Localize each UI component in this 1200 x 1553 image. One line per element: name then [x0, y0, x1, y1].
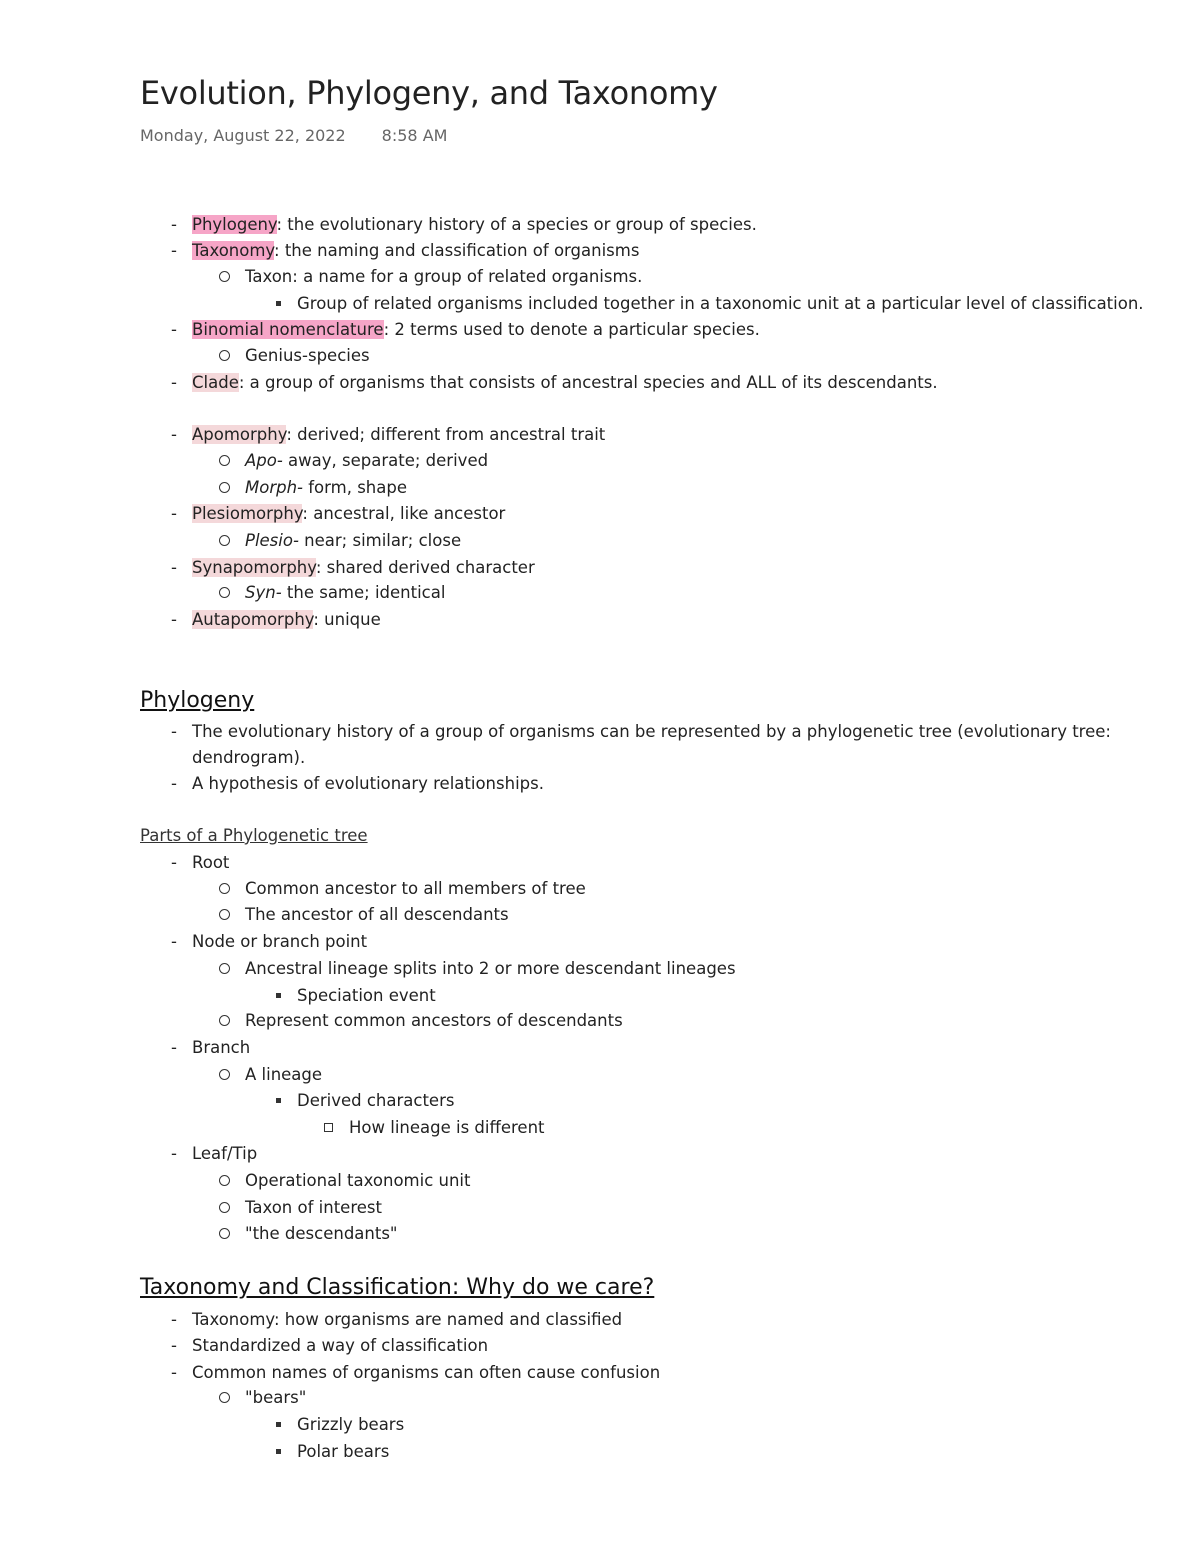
dash-bullet: -	[171, 1336, 177, 1355]
circle-bullet-icon	[216, 956, 232, 982]
subheading-parts: Parts of a Phylogenetic tree	[140, 826, 368, 845]
circle-bullet-icon	[216, 1385, 232, 1411]
time-text: 8:58 AM	[381, 126, 448, 145]
circle-bullet-icon	[216, 264, 232, 290]
date-text: Monday, August 22, 2022	[140, 126, 346, 145]
dash-bullet: -	[171, 504, 177, 523]
dash-bullet: -	[171, 722, 177, 741]
dash-bullet: -	[171, 1038, 177, 1057]
dash-bullet: -	[171, 320, 177, 339]
dash-bullet: -	[171, 932, 177, 951]
circle-bullet-icon	[216, 528, 232, 554]
section-heading-phylogeny: Phylogeny	[140, 688, 255, 713]
dash-bullet: -	[171, 1310, 177, 1329]
square-bullet-icon	[270, 1088, 286, 1114]
dash-bullet: -	[171, 425, 177, 444]
highlighted-term: Synapomorphy	[192, 558, 316, 577]
page-title: Evolution, Phylogeny, and Taxonomy	[140, 74, 718, 112]
square-bullet-icon	[270, 291, 286, 317]
highlighted-term: Clade	[192, 373, 239, 392]
dash-bullet: -	[171, 610, 177, 629]
circle-bullet-icon	[216, 902, 232, 928]
dash-bullet: -	[171, 1144, 177, 1163]
square-bullet-icon	[270, 1439, 286, 1465]
circle-bullet-icon	[216, 580, 232, 606]
dash-bullet: -	[171, 215, 177, 234]
dash-bullet: -	[171, 853, 177, 872]
highlighted-term: Autapomorphy	[192, 610, 314, 629]
circle-bullet-icon	[216, 1062, 232, 1088]
circle-bullet-icon	[216, 1008, 232, 1034]
highlighted-term: Apomorphy	[192, 425, 287, 444]
circle-bullet-icon	[216, 475, 232, 501]
section-heading-taxonomy: Taxonomy and Classification: Why do we care?	[140, 1275, 655, 1300]
square-bullet-icon	[270, 1412, 286, 1438]
highlighted-term: Phylogeny	[192, 215, 277, 234]
highlighted-term: Plesiomorphy	[192, 504, 303, 523]
highlighted-term: Binomial nomenclature	[192, 320, 384, 339]
circle-bullet-icon	[216, 448, 232, 474]
circle-bullet-icon	[216, 1168, 232, 1194]
dash-bullet: -	[171, 241, 177, 260]
dash-bullet: -	[171, 1363, 177, 1382]
date-time	[140, 126, 447, 145]
circle-bullet-icon	[216, 1195, 232, 1221]
open-square-bullet-icon	[320, 1115, 336, 1141]
highlighted-term: Taxonomy	[192, 241, 275, 260]
dash-bullet: -	[171, 774, 177, 793]
circle-bullet-icon	[216, 876, 232, 902]
dash-bullet: -	[171, 373, 177, 392]
dash-bullet: -	[171, 558, 177, 577]
square-bullet-icon	[270, 983, 286, 1009]
circle-bullet-icon	[216, 1221, 232, 1247]
circle-bullet-icon	[216, 343, 232, 369]
